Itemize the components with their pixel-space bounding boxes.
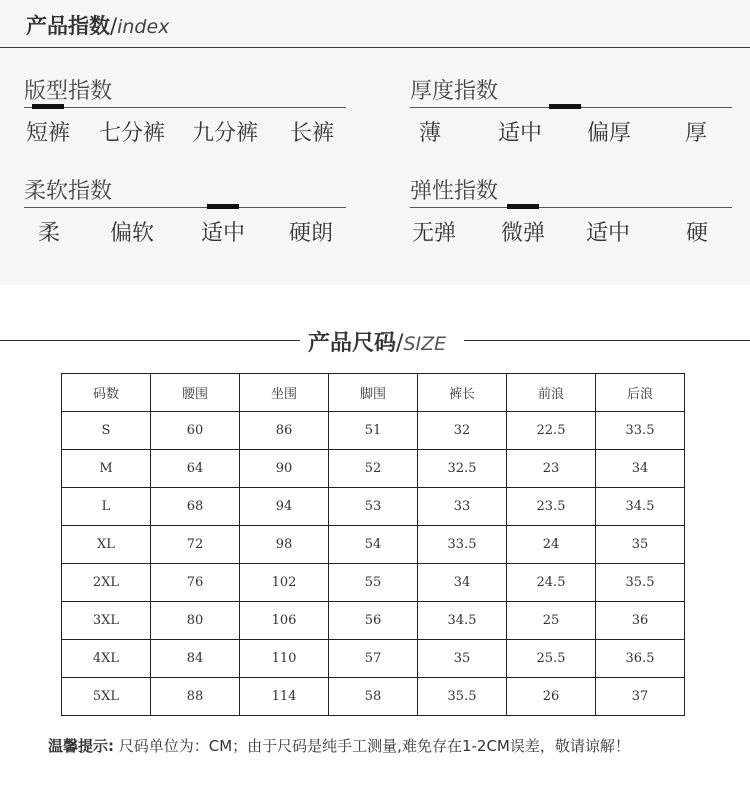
table-cell: 32.5 <box>418 450 507 488</box>
table-cell: 110 <box>240 640 329 678</box>
metric-options <box>410 116 732 146</box>
note-label: 温馨提示: <box>48 737 114 755</box>
index-title-separator: / <box>110 14 118 38</box>
table-cell: 37 <box>596 678 685 716</box>
table-cell: 64 <box>151 450 240 488</box>
table-cell: 36 <box>596 602 685 640</box>
metric-fit <box>24 74 346 154</box>
metric-marker <box>32 104 64 109</box>
table-header-cell: 裤长 <box>418 374 507 412</box>
metric-title: 版型指数 <box>24 79 113 104</box>
metric-thickness <box>410 74 732 154</box>
table-header-row <box>62 374 685 412</box>
table-cell: 33.5 <box>596 412 685 450</box>
table-cell: 68 <box>151 488 240 526</box>
table-cell: 2XL <box>62 564 151 602</box>
index-title <box>26 10 169 40</box>
size-header <box>0 320 750 360</box>
metric-option: 厚 <box>684 121 708 146</box>
table-cell: 90 <box>240 450 329 488</box>
metric-scale-line <box>24 107 346 108</box>
metric-title: 厚度指数 <box>410 79 499 104</box>
table-cell: 23.5 <box>507 488 596 526</box>
metric-option: 微弹 <box>500 221 546 246</box>
table-cell: 84 <box>151 640 240 678</box>
table-cell: 33 <box>418 488 507 526</box>
size-rule-left <box>0 340 300 341</box>
table-cell: 106 <box>240 602 329 640</box>
table-cell: 35 <box>596 526 685 564</box>
metric-option: 适中 <box>497 121 543 146</box>
table-row <box>62 564 685 602</box>
metric-option: 无弹 <box>411 221 457 246</box>
metric-marker <box>549 104 581 109</box>
table-cell: L <box>62 488 151 526</box>
table-cell: 98 <box>240 526 329 564</box>
note-text: 尺码单位为：CM；由于尺码是纯手工测量,难免存在1-2CM误差，敬请谅解！ <box>114 737 630 755</box>
table-row <box>62 488 685 526</box>
table-cell: 72 <box>151 526 240 564</box>
size-rule-right <box>464 340 750 341</box>
table-cell: 88 <box>151 678 240 716</box>
size-title-en: SIZE <box>403 333 447 355</box>
table-row <box>62 450 685 488</box>
table-cell: 24 <box>507 526 596 564</box>
table-header-cell: 码数 <box>62 374 151 412</box>
table-cell: 56 <box>329 602 418 640</box>
table-cell: 54 <box>329 526 418 564</box>
table-cell: 25 <box>507 602 596 640</box>
metric-option: 偏软 <box>109 221 155 246</box>
metric-options <box>24 216 346 246</box>
size-title-cn: 产品尺码 <box>308 331 397 356</box>
table-row <box>62 412 685 450</box>
metric-option: 硬 <box>685 221 709 246</box>
table-cell: 80 <box>151 602 240 640</box>
table-cell: 26 <box>507 678 596 716</box>
table-cell: 32 <box>418 412 507 450</box>
metric-option: 九分裤 <box>191 121 259 146</box>
table-cell: 34 <box>596 450 685 488</box>
metric-title: 柔软指数 <box>24 179 113 204</box>
metric-marker <box>207 204 239 209</box>
metric-option: 适中 <box>200 221 246 246</box>
table-cell: 34.5 <box>596 488 685 526</box>
table-cell: M <box>62 450 151 488</box>
table-cell: XL <box>62 526 151 564</box>
metric-options <box>410 216 732 246</box>
table-cell: 25.5 <box>507 640 596 678</box>
metric-option: 适中 <box>585 221 631 246</box>
table-cell: 58 <box>329 678 418 716</box>
table-cell: 114 <box>240 678 329 716</box>
table-cell: 33.5 <box>418 526 507 564</box>
table-header-cell: 脚围 <box>329 374 418 412</box>
table-cell: 53 <box>329 488 418 526</box>
metric-option: 柔 <box>37 221 61 246</box>
metric-scale-line <box>24 207 346 208</box>
table-cell: 35.5 <box>596 564 685 602</box>
metric-option: 薄 <box>418 121 442 146</box>
metric-options <box>24 116 346 146</box>
table-cell: 3XL <box>62 602 151 640</box>
table-cell: 24.5 <box>507 564 596 602</box>
size-note <box>48 735 630 756</box>
table-row <box>62 678 685 716</box>
index-title-en: index <box>117 16 170 38</box>
size-title <box>308 326 446 357</box>
metric-elasticity <box>410 174 732 254</box>
table-row <box>62 640 685 678</box>
metric-option: 硬朗 <box>288 221 334 246</box>
table-cell: 34.5 <box>418 602 507 640</box>
table-cell: 36.5 <box>596 640 685 678</box>
metric-option: 短裤 <box>25 121 71 146</box>
metric-scale-line <box>410 207 732 208</box>
table-cell: 4XL <box>62 640 151 678</box>
table-cell: 94 <box>240 488 329 526</box>
metric-softness <box>24 174 346 254</box>
table-cell: 52 <box>329 450 418 488</box>
table-row <box>62 526 685 564</box>
size-title-separator: / <box>396 331 404 356</box>
table-header-cell: 后浪 <box>596 374 685 412</box>
table-cell: 22.5 <box>507 412 596 450</box>
table-cell: 34 <box>418 564 507 602</box>
table-cell: 23 <box>507 450 596 488</box>
table-header-cell: 前浪 <box>507 374 596 412</box>
metric-option: 偏厚 <box>586 121 632 146</box>
product-index-panel <box>0 0 750 285</box>
table-cell: 86 <box>240 412 329 450</box>
metric-marker <box>507 204 539 209</box>
table-header-cell: 腰围 <box>151 374 240 412</box>
index-header <box>0 0 750 48</box>
table-header-cell: 坐围 <box>240 374 329 412</box>
metric-option: 七分裤 <box>98 121 166 146</box>
table-cell: 57 <box>329 640 418 678</box>
table-row <box>62 602 685 640</box>
metric-title: 弹性指数 <box>410 179 499 204</box>
table-cell: S <box>62 412 151 450</box>
table-cell: 76 <box>151 564 240 602</box>
index-title-cn: 产品指数 <box>26 14 110 38</box>
table-cell: 51 <box>329 412 418 450</box>
table-cell: 35.5 <box>418 678 507 716</box>
size-table <box>61 373 685 716</box>
table-cell: 102 <box>240 564 329 602</box>
table-cell: 60 <box>151 412 240 450</box>
table-cell: 35 <box>418 640 507 678</box>
table-cell: 55 <box>329 564 418 602</box>
metric-option: 长裤 <box>289 121 335 146</box>
table-cell: 5XL <box>62 678 151 716</box>
